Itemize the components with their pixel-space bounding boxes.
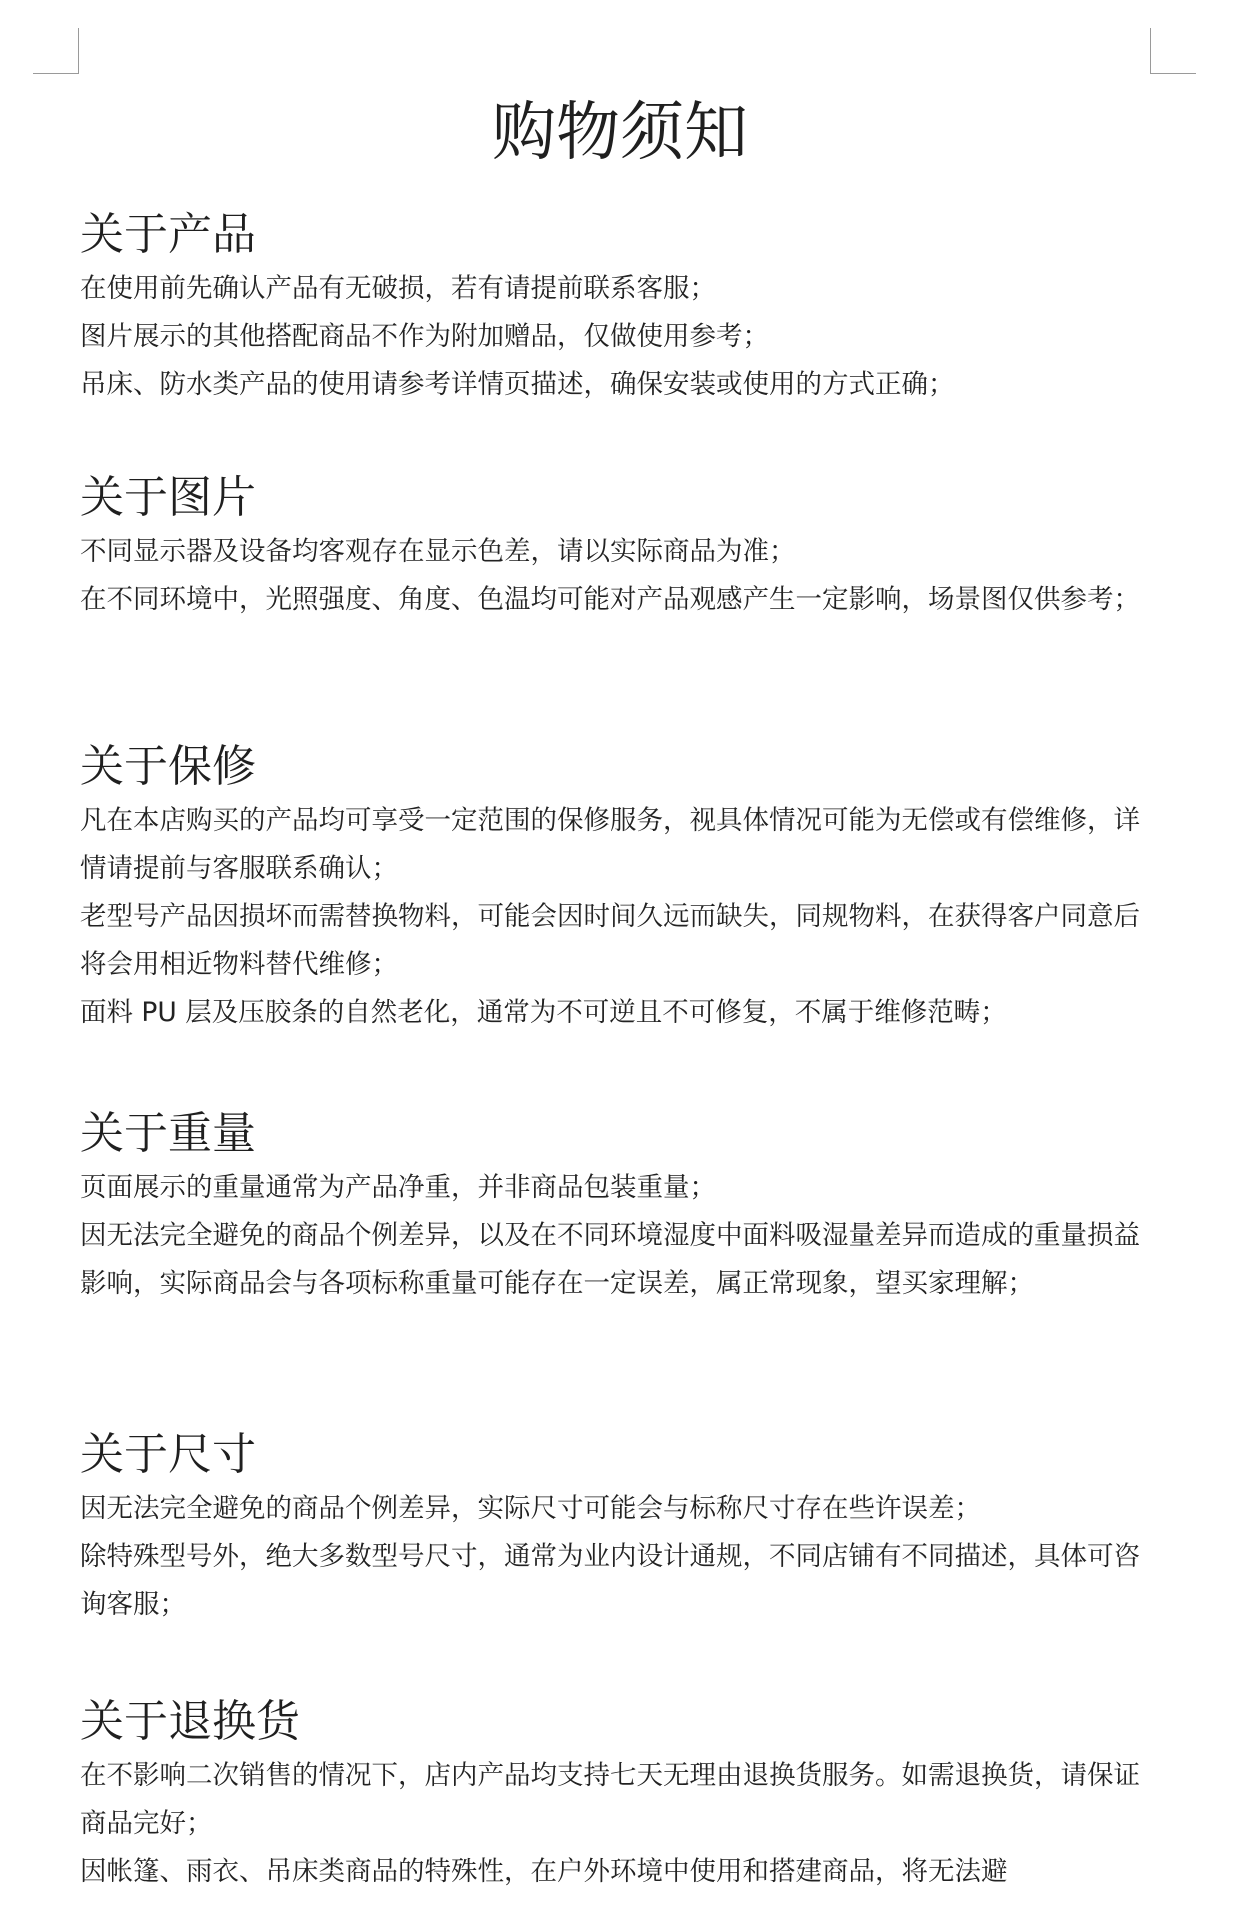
section-heading: 关于重量 (80, 1108, 256, 1159)
paragraph: 面料 PU 层及压胶条的自然老化，通常为不可逆且不可修复，不属于维修范畴； (80, 997, 1007, 1028)
paragraph: 不同显示器及设备均客观存在显示色差，请以实际商品为准； (80, 536, 796, 567)
section-product (80, 205, 1160, 409)
paragraph: 因无法完全避免的商品个例差异，实际尺寸可能会与标称尺寸存在些许误差； (80, 1493, 981, 1524)
page-title: 购物须知 (492, 96, 748, 170)
section-returns (80, 1692, 1160, 1896)
paragraph: 在使用前先确认产品有无破损，若有请提前联系客服； (80, 273, 716, 304)
paragraph: 在不同环境中，光照强度、角度、色温均可能对产品观感产生一定影响，场景图仅供参考； (80, 584, 1140, 615)
section-heading: 关于产品 (80, 209, 256, 260)
paragraph: 老型号产品因损坏而需替换物料，可能会因时间久远而缺失，同规物料，在获得客户同意后将会用相近物料替代维修； (80, 901, 1140, 980)
paragraph: 页面展示的重量通常为产品净重，并非商品包装重量； (80, 1172, 716, 1203)
section-heading: 关于图片 (80, 472, 256, 523)
top-right-margin-mark (1150, 28, 1196, 74)
top-left-margin-mark (33, 28, 79, 74)
paragraph: 因无法完全避免的商品个例差异，以及在不同环境湿度中面料吸湿量差异而造成的重量损益影响，实际商品会与各项标称重量可能存在一定误差，属正常现象，望买家理解； (80, 1220, 1140, 1299)
paragraph: 凡在本店购买的产品均可享受一定范围的保修服务，视具体情况可能为无偿或有偿维修，详情请提前与客服联系确认； (80, 805, 1140, 884)
paragraph: 在不影响二次销售的情况下，店内产品均支持七天无理由退换货服务。如需退换货，请保证商品完好； (80, 1760, 1140, 1839)
section-weight (80, 1104, 1160, 1308)
paragraph: 图片展示的其他搭配商品不作为附加赠品，仅做使用参考； (80, 321, 769, 352)
section-heading: 关于保修 (80, 741, 256, 792)
paragraph: 吊床、防水类产品的使用请参考详情页描述，确保安装或使用的方式正确； (80, 369, 955, 400)
paragraph: 除特殊型号外，绝大多数型号尺寸，通常为业内设计通规，不同店铺有不同描述，具体可咨询客服； (80, 1541, 1140, 1620)
section-warranty (80, 737, 1160, 1037)
section-size (80, 1425, 1160, 1629)
paragraph: 因帐篷、雨衣、吊床类商品的特殊性，在户外环境中使用和搭建商品，将无法避 (80, 1856, 1008, 1887)
section-images (80, 468, 1160, 624)
section-heading: 关于尺寸 (80, 1429, 256, 1480)
section-heading: 关于退换货 (80, 1696, 300, 1747)
